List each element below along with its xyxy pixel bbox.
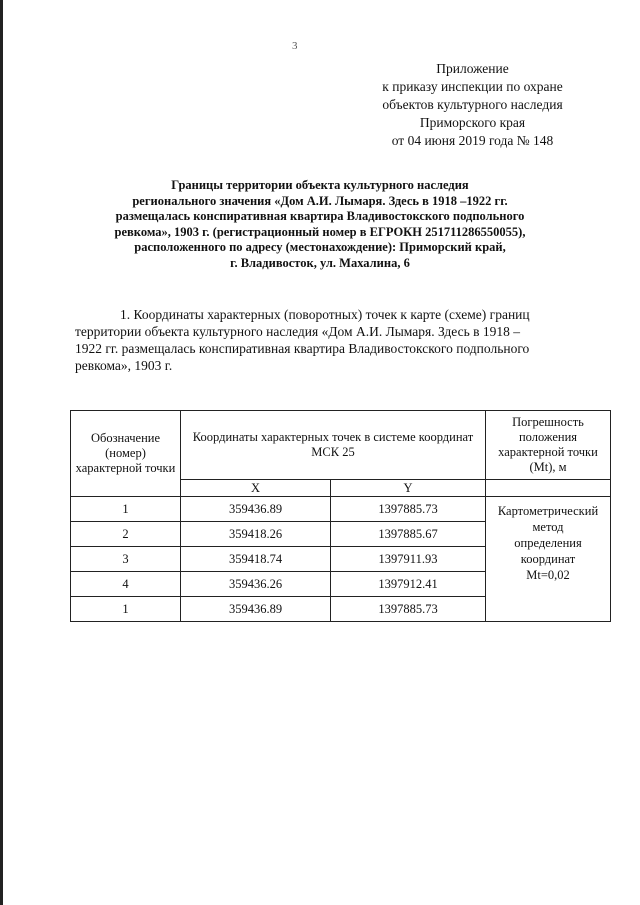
header-point-number: Обозначение (номер) характерной точки (71, 411, 181, 497)
cell-point: 1 (71, 497, 181, 522)
title-line: регионального значения «Дом А.И. Лымаря. Здесь в 1918 –1922 гг. (132, 193, 508, 208)
paragraph-line: территории объекта культурного наследия «Дом А.И. Лымаря. Здесь в 1918 – (75, 324, 520, 339)
appendix-line: Приложение (436, 61, 509, 76)
method-line: координат (520, 552, 576, 566)
paragraph-line: 1922 гг. размещалась конспиративная квартира Владивостокского подпольного (75, 341, 530, 356)
cell-x: 359436.26 (181, 572, 331, 597)
title-line: г. Владивосток, ул. Махалина, 6 (230, 255, 410, 270)
cell-point: 3 (71, 547, 181, 572)
appendix-line: к приказу инспекции по охране (382, 79, 563, 94)
table-row (71, 497, 611, 522)
cell-point: 2 (71, 522, 181, 547)
page-number: 3 (292, 40, 298, 52)
cell-x: 359436.89 (181, 497, 331, 522)
appendix-header (355, 60, 590, 150)
method-line: определения (514, 536, 582, 550)
header-x: X (181, 480, 331, 497)
title-line: размещалась конспиративная квартира Владивостокского подпольного (115, 209, 525, 223)
header-error-blank (486, 480, 611, 497)
method-line: метод (532, 520, 564, 534)
header-y: Y (331, 480, 486, 497)
method-line: Mt=0,02 (526, 568, 570, 582)
method-line: Картометрический (497, 504, 599, 518)
header-coordinates: Координаты характерных точек в системе координат МСК 25 (181, 411, 486, 480)
title-line: ревкома», 1903 г. (регистрационный номер в ЕГРОКН 251711286550055), (114, 224, 526, 239)
cell-y: 1397885.73 (331, 597, 486, 622)
appendix-line: от 04 июня 2019 года № 148 (391, 133, 554, 148)
document-title (60, 178, 580, 271)
cell-point: 4 (71, 572, 181, 597)
scan-edge (0, 0, 3, 905)
header-error: Погрешность положения характерной точки (Mt), м (486, 411, 611, 480)
paragraph-line: 1. Координаты характерных (поворотных) точек к карте (схеме) границ (120, 307, 530, 322)
coordinates-table (70, 410, 611, 622)
title-line: Границы территории объекта культурного наследия (171, 178, 469, 192)
title-line: расположенного по адресу (местонахождение): Приморский край, (134, 240, 506, 254)
cell-y: 1397912.41 (331, 572, 486, 597)
cell-x: 359418.74 (181, 547, 331, 572)
cell-y: 1397911.93 (331, 547, 486, 572)
body-paragraph (75, 306, 575, 374)
cell-x: 359436.89 (181, 597, 331, 622)
table-header-row (71, 411, 611, 480)
appendix-line: объектов культурного наследия (382, 97, 563, 112)
appendix-line: Приморского края (419, 115, 526, 130)
cell-point: 1 (71, 597, 181, 622)
cell-y: 1397885.67 (331, 522, 486, 547)
method-cell (486, 497, 611, 622)
cell-y: 1397885.73 (331, 497, 486, 522)
paragraph-line: ревкома», 1903 г. (75, 358, 173, 373)
cell-x: 359418.26 (181, 522, 331, 547)
